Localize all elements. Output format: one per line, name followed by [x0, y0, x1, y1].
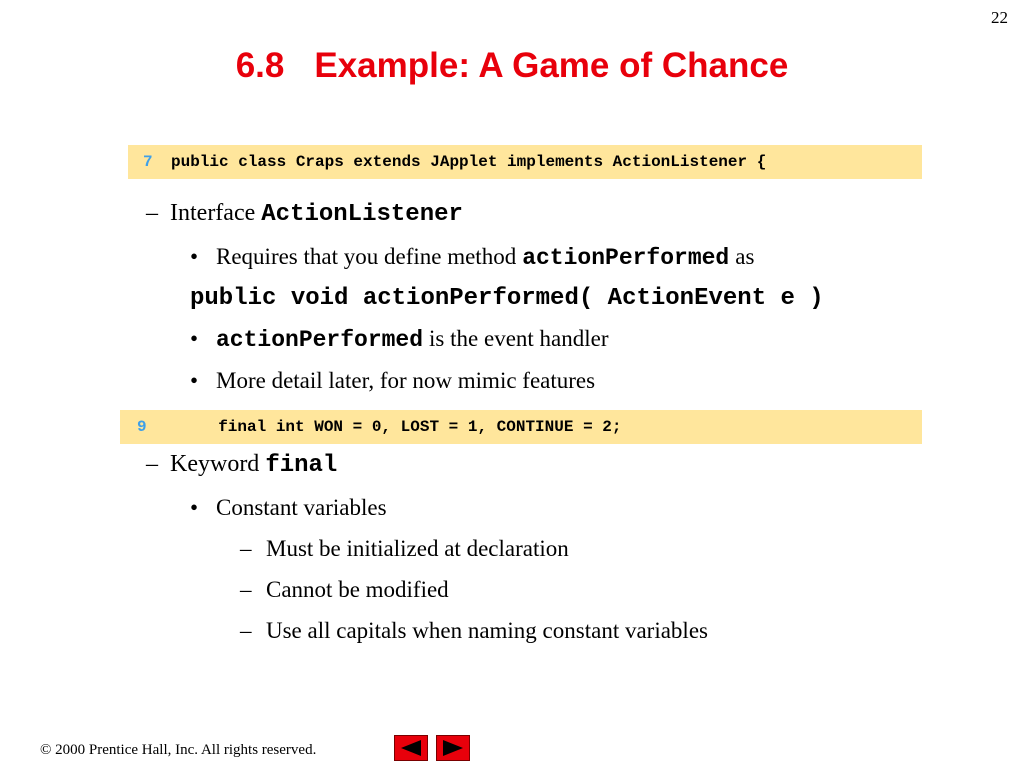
bullet-code: final	[265, 452, 338, 479]
triangle-left-icon	[399, 739, 423, 757]
bullet-use-caps	[240, 618, 708, 644]
bullet-text: is the event handler	[429, 326, 609, 351]
dash-marker: –	[146, 451, 158, 477]
bullet-code: actionPerformed	[216, 327, 424, 353]
section-number: 6.8	[235, 46, 285, 85]
code-block-line-9	[120, 410, 922, 444]
copyright-footer: © 2000 Prentice Hall, Inc. All rights reserved.	[40, 742, 317, 758]
bullet-marker: •	[190, 368, 199, 393]
bullet-marker: •	[190, 244, 199, 269]
dash-marker: –	[146, 200, 158, 226]
code-text: final int WON = 0, LOST = 1, CONTINUE = 2;	[199, 418, 622, 436]
bullet-keyword	[146, 451, 337, 479]
bullet-code: actionPerformed	[522, 245, 730, 271]
bullet-text: Cannot be modified	[266, 577, 449, 602]
bullet-marker: •	[190, 326, 199, 351]
code-line-number: 9	[137, 418, 147, 436]
code-text: public class Craps extends JApplet implements ActionListener {	[171, 153, 767, 171]
bullet-must-init	[240, 536, 569, 562]
bullet-cannot-modify	[240, 577, 449, 603]
method-signature	[190, 285, 824, 312]
dash-marker: –	[240, 536, 252, 561]
code-line-number: 7	[143, 153, 153, 171]
previous-slide-button[interactable]	[394, 735, 428, 761]
page-number: 22	[991, 8, 1008, 27]
bullet-text: Constant variables	[216, 495, 387, 520]
bullet-tail: as	[735, 244, 755, 269]
bullet-handler	[190, 326, 609, 353]
bullet-text: Use all capitals when naming constant variables	[266, 618, 708, 643]
bullet-requires	[190, 244, 754, 271]
bullet-text: Interface	[170, 200, 256, 226]
bullet-constant	[190, 495, 387, 521]
bullet-text: Requires that you define method	[216, 244, 517, 269]
next-slide-button[interactable]	[436, 735, 470, 761]
bullet-more-detail	[190, 368, 595, 394]
bullet-text: Keyword	[170, 451, 260, 477]
bullet-marker: •	[190, 495, 199, 520]
bullet-interface	[146, 200, 463, 228]
bullet-text: Must be initialized at declaration	[266, 536, 569, 561]
dash-marker: –	[240, 618, 252, 643]
code-block-line-7	[128, 145, 922, 179]
triangle-right-icon	[441, 739, 465, 757]
slide-title	[0, 46, 1024, 86]
signature-code: public void actionPerformed( ActionEvent e )	[190, 285, 824, 312]
bullet-text: More detail later, for now mimic features	[216, 368, 596, 393]
title-text: Example: A Game of Chance	[314, 46, 789, 85]
bullet-code: ActionListener	[261, 201, 463, 228]
dash-marker: –	[240, 577, 252, 602]
